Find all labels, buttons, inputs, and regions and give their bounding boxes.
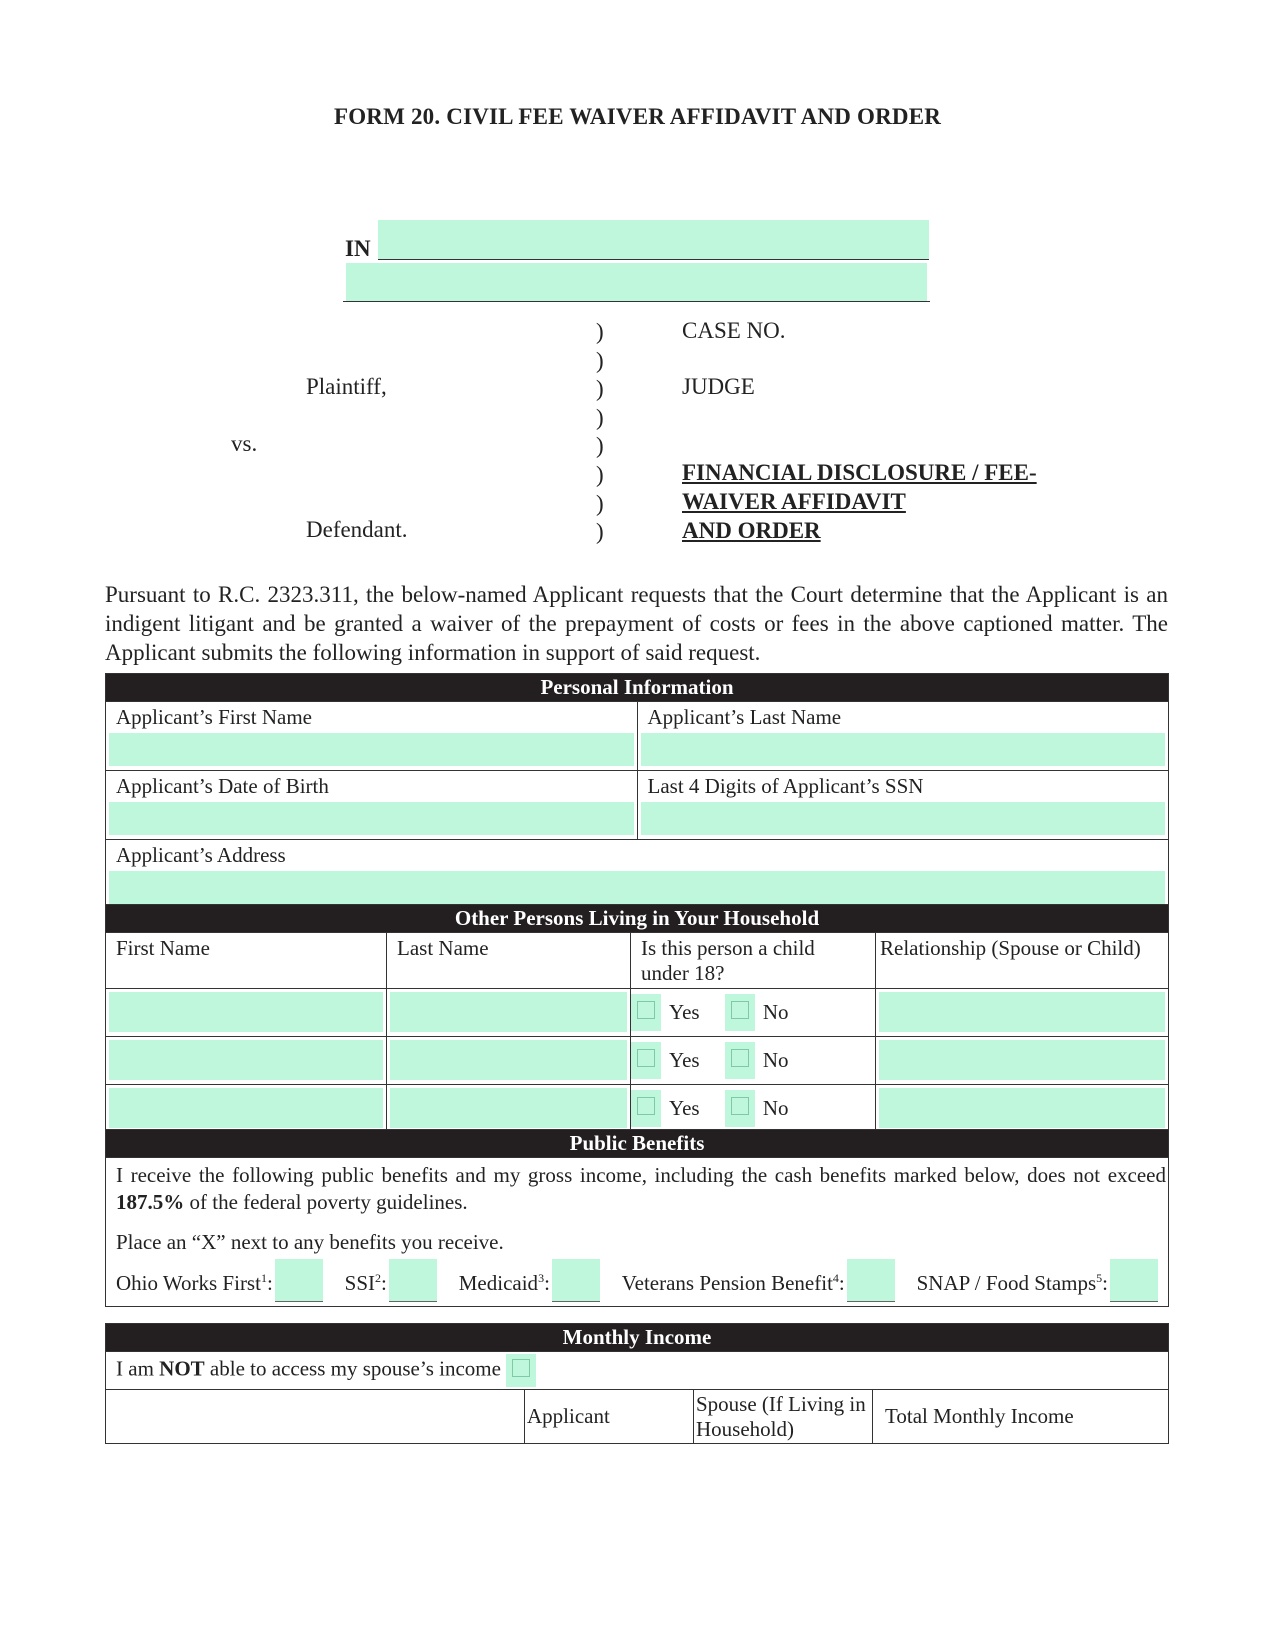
plaintiff-label: Plaintiff, (306, 374, 387, 399)
dob-field[interactable] (109, 802, 634, 835)
court-name-rule (343, 301, 930, 302)
first-name-field[interactable] (109, 733, 634, 766)
household-row: Yes No (106, 1037, 1169, 1085)
ssn-label: Last 4 Digits of Applicant’s SSN (647, 774, 924, 798)
personal-info-header: Personal Information (106, 674, 1169, 702)
court-name-field-1[interactable] (378, 220, 929, 260)
household-row: Yes No (106, 989, 1169, 1037)
ssn-field[interactable] (641, 802, 1166, 835)
benefit-footnote: 1 (260, 1271, 267, 1285)
benefit-label: Medicaid (458, 1271, 539, 1295)
household-last-name-field[interactable] (390, 992, 627, 1032)
col-last-name: Last Name (397, 936, 489, 960)
child-no-checkbox[interactable] (731, 1001, 749, 1019)
income-row-label-cell (106, 1390, 525, 1444)
spouse-income-statement: I am NOT able to access my spouse’s income (116, 1356, 501, 1381)
benefits-table (105, 1129, 1169, 1307)
household-last-name-field[interactable] (390, 1040, 627, 1080)
benefit-label: Veterans Pension Benefit (621, 1271, 833, 1295)
benefit-mark-field[interactable] (389, 1259, 437, 1302)
benefit-item: SSI$^2$: (345, 1259, 437, 1302)
household-relationship-field[interactable] (879, 992, 1165, 1032)
household-first-name-field[interactable] (109, 992, 383, 1032)
last-name-label: Applicant’s Last Name (647, 705, 842, 729)
benefit-footnote: 3 (538, 1271, 545, 1285)
vs-label: vs. (231, 431, 258, 456)
col-applicant: Applicant (527, 1404, 610, 1428)
defendant-label: Defendant. (306, 517, 408, 542)
benefits-statement: I receive the following public benefits and my gross income, including the cash benefits marked below, does not exceed 187.5% of the federal poverty guidelines. (116, 1163, 1166, 1214)
benefit-mark-field[interactable] (552, 1259, 600, 1302)
spouse-income-checkbox[interactable] (512, 1359, 530, 1377)
benefit-item: Veterans Pension Benefit$^4$: (622, 1259, 895, 1302)
income-header: Monthly Income (106, 1324, 1169, 1352)
col-spouse: Spouse (If Living in Household) (696, 1391, 866, 1441)
benefit-label: SSI (344, 1271, 376, 1295)
judge-label: JUDGE (682, 374, 755, 399)
col-total-monthly-income: Total Monthly Income (885, 1404, 1074, 1428)
child-no-checkbox[interactable] (731, 1049, 749, 1067)
col-first-name: First Name (116, 936, 210, 960)
case-no-label: CASE NO. (682, 318, 786, 343)
household-relationship-field[interactable] (879, 1088, 1165, 1128)
household-first-name-field[interactable] (109, 1040, 383, 1080)
benefit-label: SNAP / Food Stamps (916, 1271, 1097, 1295)
benefit-footnote: 2 (375, 1271, 382, 1285)
court-name-field-2[interactable] (346, 263, 927, 301)
benefit-footnote: 4 (832, 1271, 839, 1285)
personal-info-table (105, 673, 1169, 909)
household-table (105, 904, 1169, 1133)
benefit-item: Ohio Works First$^1$: (116, 1259, 323, 1302)
benefit-mark-field[interactable] (275, 1259, 323, 1302)
intro-paragraph: Pursuant to R.C. 2323.311, the below-named Applicant requests that the Court determine that the Applicant is an indigent litigant and be granted a waiver of the prepayment of costs or fees in the above captioned matter. The Applicant submits the following information in support of said request. (105, 582, 1168, 665)
child-yes-checkbox[interactable] (637, 1097, 655, 1115)
benefit-item: SNAP / Food Stamps$^5$: (917, 1259, 1158, 1302)
child-yes-checkbox[interactable] (637, 1049, 655, 1067)
form-title: FORM 20. CIVIL FEE WAIVER AFFIDAVIT AND ORDER (333, 104, 942, 129)
address-label: Applicant’s Address (116, 843, 286, 867)
child-yes-checkbox[interactable] (637, 1001, 655, 1019)
benefits-list (116, 1259, 1166, 1302)
benefit-mark-field[interactable] (847, 1259, 895, 1302)
last-name-field[interactable] (641, 733, 1166, 766)
address-field[interactable] (109, 871, 1165, 904)
benefit-mark-field[interactable] (1110, 1259, 1158, 1302)
benefits-header: Public Benefits (106, 1130, 1169, 1158)
income-table (105, 1323, 1169, 1444)
first-name-label: Applicant’s First Name (116, 705, 312, 729)
col-child-under-18: Is this person a child under 18? (641, 936, 815, 985)
benefits-instruction: Place an “X” next to any benefits you receive. (116, 1230, 504, 1254)
child-no-checkbox[interactable] (731, 1097, 749, 1115)
household-row: Yes No (106, 1085, 1169, 1133)
document-title: FINANCIAL DISCLOSURE / FEE- WAIVER AFFIDAVIT AND ORDER (682, 460, 1037, 543)
household-last-name-field[interactable] (390, 1088, 627, 1128)
household-relationship-field[interactable] (879, 1040, 1165, 1080)
benefit-label: Ohio Works First (116, 1271, 261, 1295)
household-header: Other Persons Living in Your Household (106, 905, 1169, 933)
court-in-label: IN (345, 236, 371, 261)
caption-parens: ) ) ) ) ) ) ) ) (596, 319, 604, 545)
dob-label: Applicant’s Date of Birth (116, 774, 329, 798)
col-relationship: Relationship (Spouse or Child) (880, 936, 1141, 960)
household-first-name-field[interactable] (109, 1088, 383, 1128)
benefit-footnote: 5 (1096, 1271, 1103, 1285)
benefit-item: Medicaid$^3$: (459, 1259, 600, 1302)
